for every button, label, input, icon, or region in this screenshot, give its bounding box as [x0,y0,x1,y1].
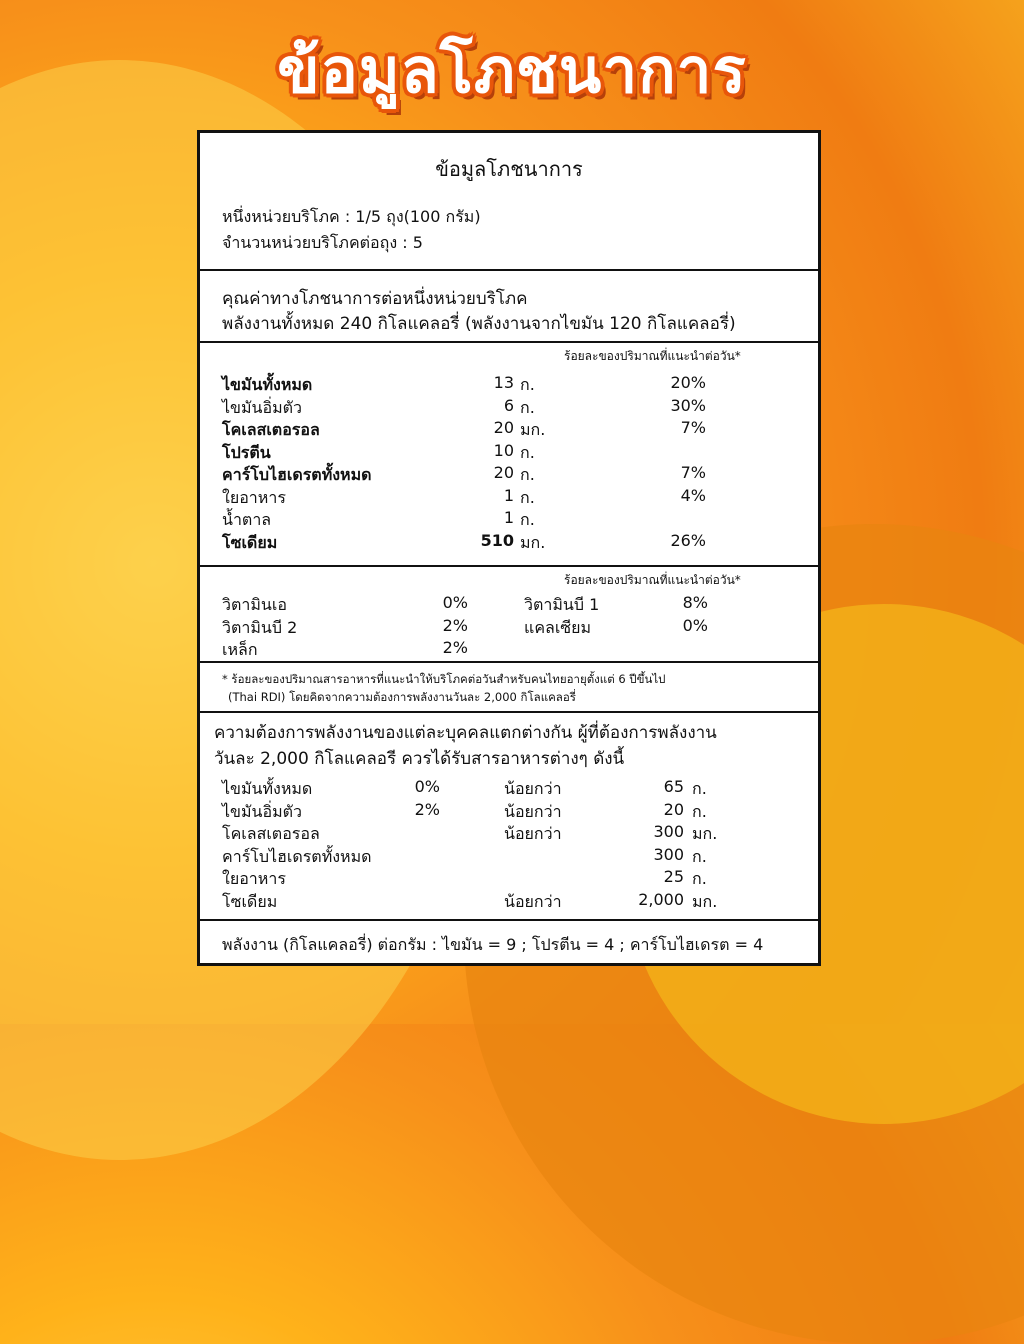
nutrient-name: น้ำตาล [222,510,272,529]
divider [200,711,818,713]
nutrient-amount: 20 [493,463,514,482]
divider [200,269,818,271]
vitamin-pct: 0% [682,615,708,635]
energy-line: พลังงานทั้งหมด 240 กิโลแคลอรี่ (พลังงานจากไขมัน 120 กิโลแคลอรี่) [222,314,736,334]
needs-amount: 20 [663,799,684,819]
needs-qualifier: น้อยกว่า [504,801,562,821]
needs-name: ไขมันทั้งหมด [222,779,313,798]
needs-name: โคเลสเตอรอล [222,824,320,843]
vitamin-name: วิตามินบี 2 [222,617,298,637]
needs-amount: 300 [653,822,684,841]
nutrient-pct: 30% [670,395,706,415]
nutrient-name: โปรตีน [222,442,271,462]
nutrient-amount: 1 [503,508,514,527]
per-serving-heading: คุณค่าทางโภชนาการต่อหนึ่งหน่วยบริโภค [222,289,528,309]
footnote-line: (Thai RDI) โดยคิดจากความต้องการพลังงานวันละ 2,000 กิโลแคลอรี่ [228,690,576,704]
divider [200,341,818,343]
nutrient-amount: 510 [480,530,514,550]
needs-pct: 0% [414,777,440,796]
needs-qualifier: น้อยกว่า [504,891,562,911]
vitamin-pct: 2% [442,615,468,635]
nutrient-unit: มก. [520,420,546,439]
needs-name: โซเดียม [222,891,278,911]
nutrient-name: ไขมันอิ่มตัว [222,397,302,417]
needs-amount: 2,000 [638,889,684,909]
nutrient-amount: 20 [493,418,514,437]
rdi-header: ร้อยละของปริมาณที่แนะนำต่อวัน* [564,349,741,363]
needs-name: ใยอาหาร [222,869,286,888]
needs-line: วันละ 2,000 กิโลแคลอรี ควรได้รับสารอาหารต่างๆ ดังนี้ [214,749,625,769]
nutrient-unit: ก. [520,510,535,529]
divider [200,919,818,921]
vitamin-pct: 0% [442,593,468,612]
nutrient-unit: มก. [520,532,546,552]
vitamin-name: วิตามินบี 1 [524,595,600,614]
needs-unit: ก. [692,869,707,888]
needs-qualifier: น้อยกว่า [504,824,562,843]
needs-unit: ก. [692,846,707,866]
vitamin-name: เหล็ก [222,640,258,659]
needs-amount: 65 [663,777,684,796]
banner-title: ข้อมูลโภชนาการ [277,34,747,107]
nutrient-amount: 13 [493,373,514,392]
nutrient-pct: 20% [670,373,706,392]
vitamin-name: วิตามินเอ [222,595,287,614]
needs-unit: มก. [692,891,718,911]
nutrient-amount: 6 [503,395,514,415]
nutrient-amount: 10 [493,440,514,460]
nutrient-name: คาร์โบไฮเดรตทั้งหมด [222,465,372,484]
nutrient-pct: 7% [680,418,706,437]
nutrient-name: ใยอาหาร [222,487,286,507]
divider [200,565,818,567]
nutrition-label [197,130,821,966]
nutrient-name: ไขมันทั้งหมด [222,375,313,394]
vitamin-pct: 8% [682,593,708,612]
needs-pct: 2% [414,799,440,819]
nutrient-name: โคเลสเตอรอล [222,420,320,439]
needs-unit: ก. [692,779,707,798]
nutrient-unit: ก. [520,442,535,462]
nutrient-amount: 1 [503,485,514,505]
needs-amount: 25 [663,867,684,886]
nutrient-pct: 26% [670,530,706,550]
nutrient-unit: ก. [520,465,535,484]
nutrient-unit: ก. [520,487,535,507]
needs-line: ความต้องการพลังงานของแต่ละบุคคลแตกต่างกัน ผู้ที่ต้องการพลังงาน [214,723,717,743]
needs-unit: มก. [692,824,718,843]
label-title: ข้อมูลโภชนาการ [435,157,583,181]
needs-amount: 300 [653,844,684,864]
needs-qualifier: น้อยกว่า [504,779,562,798]
nutrient-unit: ก. [520,375,535,394]
nutrient-pct: 4% [680,485,706,505]
energy-per-gram: พลังงาน (กิโลแคลอรี่) ต่อกรัม : ไขมัน = 9 ; โปรตีน = 4 ; คาร์โบไฮเดรต = 4 [222,935,764,954]
vitamin-pct: 2% [442,638,468,657]
footnote-line: * ร้อยละของปริมาณสารอาหารที่แนะนำให้บริโภคต่อวันสำหรับคนไทยอายุตั้งแต่ 6 ปีขึ้นไป [222,672,666,686]
needs-name: ไขมันอิ่มตัว [222,801,302,821]
vitamin-name: แคลเซียม [524,617,592,637]
divider [200,661,818,663]
needs-unit: ก. [692,801,707,821]
nutrient-unit: ก. [520,397,535,417]
vitamins-header: ร้อยละของปริมาณที่แนะนำต่อวัน* [564,573,741,587]
nutrient-pct: 7% [680,463,706,482]
nutrient-name: โซเดียม [222,532,278,552]
servings-per-bag: จำนวนหน่วยบริโภคต่อถุง : 5 [222,233,423,252]
needs-name: คาร์โบไฮเดรตทั้งหมด [222,846,372,866]
serving-size: หนึ่งหน่วยบริโภค : 1/5 ถุง(100 กรัม) [222,207,481,226]
